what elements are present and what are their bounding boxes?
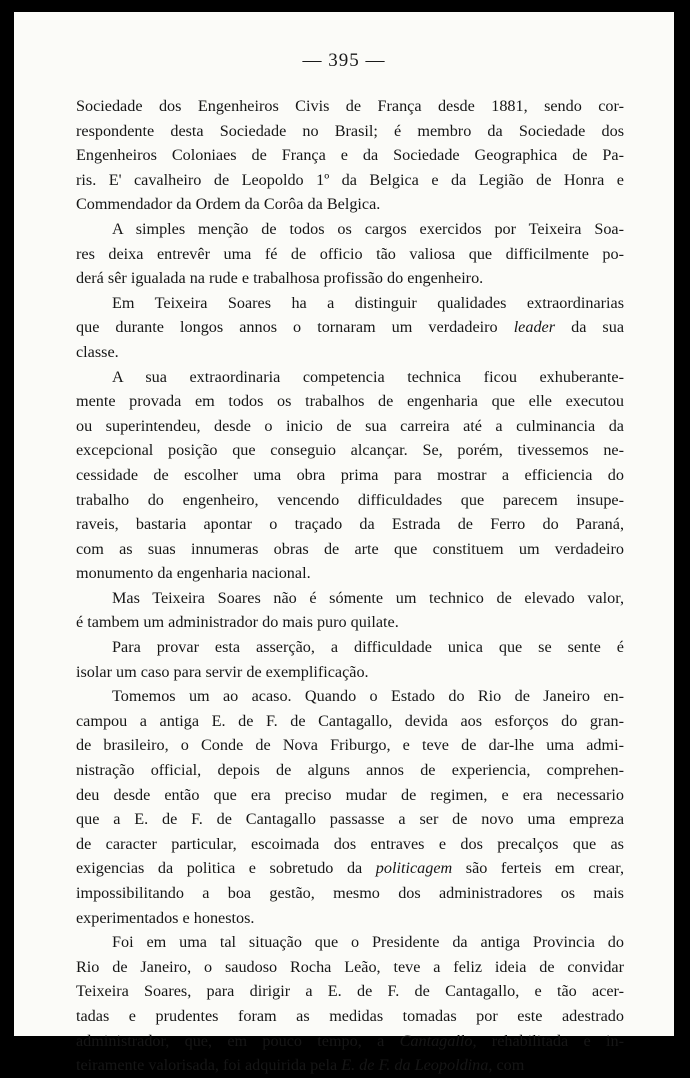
text-line: Em Teixeira Soares ha a distinguir qualidades extraordinarias (112, 293, 624, 312)
text-line: trabalho do engenheiro, vencendo difficuldades que parecem insupe- (76, 490, 624, 509)
text-line: ou superintendeu, desde o inicio de sua carreira até a culminancia da (76, 416, 624, 435)
book-page (14, 12, 674, 1075)
text-line: deu desde então que era preciso mudar de regimen, e era necessario (76, 785, 624, 804)
paragraph (76, 586, 624, 635)
text-line: A sua extraordinaria competencia technica ficou exhuberante- (112, 367, 624, 386)
text-line: excepcional posição que conseguio alcançar. Se, porém, tivessemos ne- (76, 441, 624, 460)
page-number: — 395 — (302, 50, 386, 71)
text-line: res deixa entrevêr uma fé de officio tão valiosa que difficilmente po- (76, 244, 624, 263)
paragraph (76, 684, 624, 930)
paragraph (76, 365, 624, 586)
text-line: de caracter particular, escoimada dos entraves e dos precalços que as (76, 834, 624, 853)
text-line: monumento da engenharia nacional. (76, 564, 311, 583)
paragraph (76, 930, 624, 1078)
text-line: é tambem um administrador do mais puro quilate. (76, 613, 399, 632)
text-line: Commendador da Ordem da Corôa da Belgica. (76, 195, 381, 214)
text-line: mente provada em todos os trabalhos de engenharia que elle executou (76, 392, 624, 411)
text-line: que durante longos annos o tornaram um verdadeiro leader da sua (76, 318, 625, 337)
text-line: exigencias da politica e sobretudo da politicagem são ferteis em crear, (76, 859, 624, 878)
paragraph (76, 94, 624, 217)
text-line: experimentados e honestos. (76, 908, 255, 927)
text-line: Tomemos um ao acaso. Quando o Estado do Rio de Janeiro en- (112, 687, 624, 706)
text-line: derá sêr igualada na rude e trabalhosa profissão do engenheiro. (76, 269, 484, 288)
text-line: com as suas innumeras obras de arte que constituem um verdadeiro (76, 539, 624, 558)
text-line: Rio de Janeiro, o saudoso Rocha Leão, teve a feliz ideia de convidar (76, 957, 624, 976)
text-line: Teixeira Soares, para dirigir a E. de F. de Cantagallo, e tão acer- (76, 982, 624, 1001)
text-line: que a E. de F. de Cantagallo passasse a ser de novo uma empreza (76, 810, 624, 829)
text-line: cessidade de escolher uma obra prima para mostrar a efficiencia do (76, 465, 624, 484)
text-line: raveis, bastaria apontar o traçado da Estrada de Ferro do Paraná, (76, 515, 624, 534)
text-line: teiramente valorisada, foi adquirida pela E. de F. da Leopoldina, com (76, 1056, 525, 1075)
text-line: nistração official, depois de alguns annos de experiencia, comprehen- (76, 761, 624, 780)
text-line: respondente desta Sociedade no Brasil; é membro da Sociedade dos (76, 121, 624, 140)
text-line: classe. (76, 342, 119, 361)
paragraph (76, 217, 624, 291)
text-line: Mas Teixeira Soares não é sómente um technico de elevado valor, (112, 588, 624, 607)
text-line: Foi em uma tal situação que o Presidente da antiga Provincia do (112, 933, 624, 952)
text-line: A simples menção de todos os cargos exercidos por Teixeira Soa- (112, 219, 624, 238)
text-line: isolar um caso para servir de exemplificação. (76, 662, 369, 681)
paragraph (76, 291, 624, 365)
text-line: campou a antiga E. de F. de Cantagallo, devida aos esforços do gran- (76, 711, 624, 730)
text-line: tadas e prudentes foram as medidas tomadas por este adestrado (76, 1006, 624, 1025)
text-line: Engenheiros Coloniaes de França e da Sociedade Geographica de Pa- (76, 146, 624, 165)
text-line: Sociedade dos Engenheiros Civis de França desde 1881, sendo cor- (76, 97, 624, 115)
text-line: Para provar esta asserção, a difficuldade unica que se sente é (112, 638, 624, 657)
text-line: impossibilitando a boa gestão, mesmo dos administradores os mais (76, 884, 624, 902)
paragraph (76, 635, 624, 684)
text-line: ris. E' cavalheiro de Leopoldo 1º da Belgica e da Legião de Honra e (76, 170, 624, 189)
body-text (76, 94, 624, 1078)
text-line: de brasileiro, o Conde de Nova Friburgo, e teve de dar-lhe uma admi- (76, 736, 624, 755)
text-line: administrador, que, em pouco tempo, a Cantagallo, rehabilitada e in- (76, 1031, 624, 1050)
